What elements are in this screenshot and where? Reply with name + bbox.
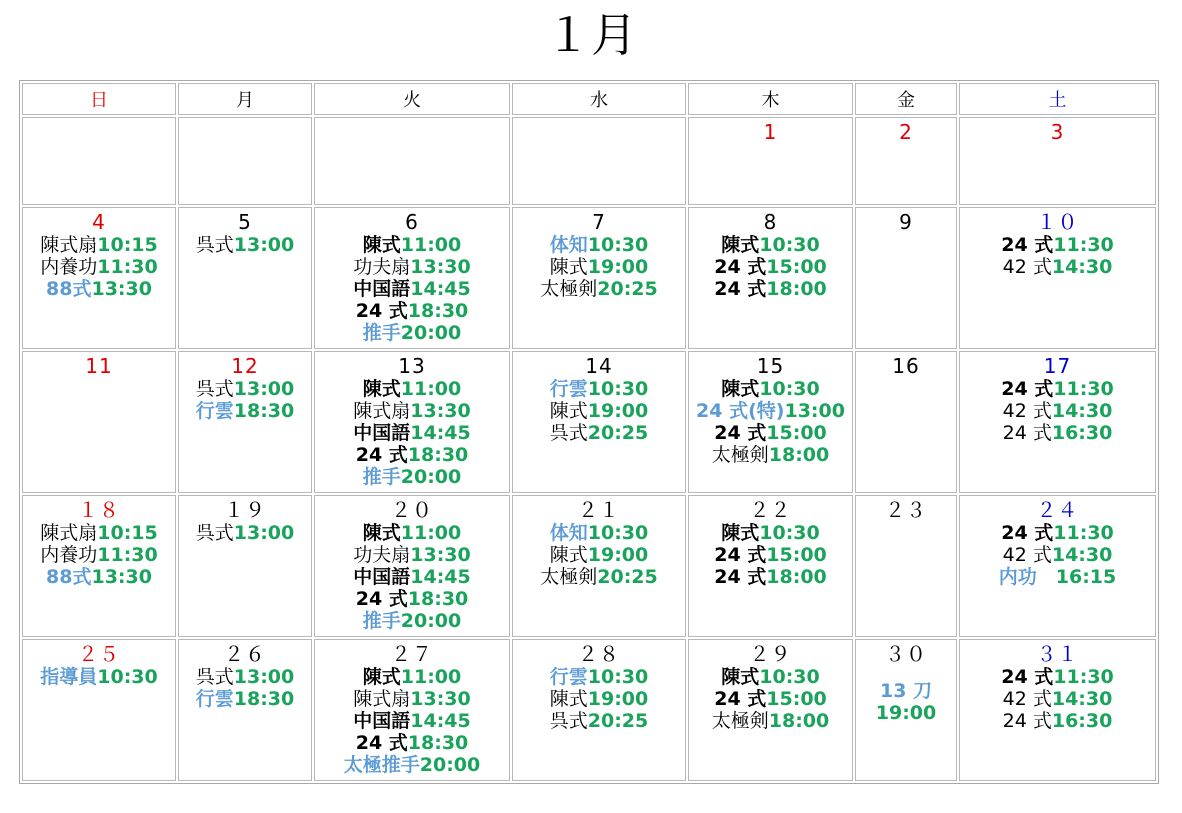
day-cell	[959, 495, 1156, 637]
event-entry	[315, 300, 509, 322]
event-time: 10:30	[759, 234, 820, 256]
event-entry	[179, 378, 311, 400]
event-entry	[23, 278, 175, 300]
week-row	[22, 495, 1156, 637]
event-entry	[513, 522, 685, 544]
day-number: 7	[592, 210, 606, 234]
day-cell	[22, 639, 176, 781]
event-name: 24 式	[1001, 378, 1054, 400]
event-name: 24 式	[714, 278, 767, 300]
event-name: 推手	[362, 322, 401, 344]
event-entry	[689, 666, 852, 688]
event-entry	[689, 688, 852, 710]
event-name: 24 式	[355, 300, 408, 322]
event-entry	[315, 378, 509, 400]
day-cell	[512, 639, 686, 781]
event-name: 24 式	[714, 422, 767, 444]
event-name: 太極推手	[343, 754, 420, 776]
event-time: 11:30	[1053, 666, 1114, 688]
event-name: 行雲	[195, 688, 234, 710]
event-name: 陳式	[362, 234, 401, 256]
day-cell	[959, 117, 1156, 205]
event-time: 15:00	[766, 422, 827, 444]
event-entry	[960, 256, 1155, 278]
event-time: 20:25	[587, 710, 649, 732]
day-number: 9	[899, 210, 913, 234]
event-time: 11:30	[97, 544, 158, 566]
day-cell	[22, 495, 176, 637]
event-time: 18:00	[766, 566, 827, 588]
weekday-sun: 日	[22, 83, 176, 115]
weekday-thu: 木	[688, 83, 853, 115]
event-time: 20:00	[400, 610, 462, 632]
event-name: 24 式	[714, 256, 767, 278]
event-entry	[689, 256, 852, 278]
event-entry	[315, 610, 509, 632]
event-name: 24 式	[714, 544, 767, 566]
event-entry	[513, 566, 685, 588]
event-name: 功夫扇	[353, 544, 411, 566]
event-time: 20:00	[400, 322, 462, 344]
event-time: 10:30	[97, 666, 158, 688]
event-name: 24 式	[1001, 522, 1054, 544]
event-time: 19:00	[587, 400, 649, 422]
event-name: 呉式	[195, 666, 234, 688]
event-name: 陳式	[721, 666, 760, 688]
event-name: 24 式	[1002, 710, 1052, 732]
event-time: 14:45	[410, 278, 471, 300]
event-time: 20:25	[597, 278, 658, 300]
event-entry	[960, 522, 1155, 544]
event-time: 15:00	[766, 544, 827, 566]
event-entry	[960, 378, 1155, 400]
day-cell	[688, 207, 853, 349]
event-entry	[960, 234, 1155, 256]
event-entry	[315, 666, 509, 688]
month-title: １月	[545, 8, 637, 62]
event-entry	[513, 378, 685, 400]
event-entry	[179, 522, 311, 544]
event-time: 10:15	[97, 522, 158, 544]
event-entry	[689, 378, 852, 400]
event-time: 18:30	[233, 400, 295, 422]
day-cell	[178, 117, 312, 205]
day-number: ３０	[885, 642, 927, 666]
event-time: 11:00	[400, 378, 462, 400]
day-number: 5	[238, 210, 252, 234]
day-cell	[178, 351, 312, 493]
day-cell	[959, 639, 1156, 781]
day-cell	[314, 207, 510, 349]
event-name: 呉式	[195, 522, 234, 544]
event-entry	[23, 234, 175, 256]
day-number: 1	[763, 120, 778, 144]
event-time: 11:30	[1053, 378, 1114, 400]
event-entry	[315, 754, 509, 776]
event-time: 14:45	[410, 566, 471, 588]
event-entry	[689, 444, 852, 466]
event-name: 呉式	[549, 422, 588, 444]
event-name: 内養功	[40, 544, 98, 566]
event-name: 呉式	[195, 234, 234, 256]
event-entry	[23, 666, 175, 688]
event-name: 指導員	[40, 666, 98, 688]
event-entry	[513, 422, 685, 444]
event-entry	[315, 566, 509, 588]
event-time: 20:00	[400, 466, 462, 488]
weekday-fri: 金	[855, 83, 957, 115]
day-cell	[314, 117, 510, 205]
event-entry	[856, 680, 956, 724]
day-cell	[178, 207, 312, 349]
event-name: 行雲	[549, 378, 588, 400]
event-time: 13:30	[410, 400, 471, 422]
event-time: 15:00	[766, 256, 827, 278]
event-entry	[179, 666, 311, 688]
day-cell	[22, 117, 176, 205]
event-entry	[960, 710, 1155, 732]
event-name: 中国語	[353, 566, 411, 588]
weekday-sat: 土	[959, 83, 1156, 115]
day-cell	[688, 117, 853, 205]
event-name: 陳式扇	[353, 400, 411, 422]
event-name: 太極剣	[711, 444, 769, 466]
day-cell	[855, 117, 957, 205]
event-time: 19:00	[587, 544, 649, 566]
event-name: 太極剣	[540, 566, 598, 588]
day-cell	[512, 495, 686, 637]
event-name: 陳式扇	[40, 522, 98, 544]
event-time: 18:30	[407, 588, 469, 610]
event-time: 14:30	[1051, 400, 1113, 422]
day-number: ２１	[578, 498, 620, 522]
event-time: 14:30	[1051, 688, 1113, 710]
event-name: 陳式	[362, 666, 401, 688]
day-cell	[314, 495, 510, 637]
day-number: 6	[405, 210, 419, 234]
day-cell	[959, 207, 1156, 349]
event-name: 陳式	[721, 234, 760, 256]
day-number: ２５	[78, 642, 120, 666]
event-time: 10:15	[97, 234, 158, 256]
event-entry	[513, 278, 685, 300]
event-name: 陳式	[362, 378, 401, 400]
day-cell	[855, 351, 957, 493]
day-number: 12	[231, 354, 259, 378]
event-name: 24 式	[355, 588, 408, 610]
event-name: 陳式扇	[353, 688, 411, 710]
day-cell	[855, 639, 957, 781]
event-name: 24 式	[1001, 234, 1054, 256]
event-name: 陳式	[549, 544, 588, 566]
day-number: ２７	[391, 642, 433, 666]
event-time: 16:30	[1051, 710, 1113, 732]
event-time: 14:30	[1051, 256, 1113, 278]
week-row	[22, 117, 1156, 205]
event-entry	[513, 400, 685, 422]
event-name: 88式	[46, 278, 92, 300]
day-number: 8	[763, 210, 778, 234]
event-name: 陳式	[549, 688, 588, 710]
day-number: ２３	[885, 498, 927, 522]
day-number: ３１	[1036, 642, 1079, 666]
event-name: 陳式	[549, 256, 588, 278]
event-entry	[179, 400, 311, 422]
event-entry	[513, 544, 685, 566]
event-time: 14:45	[410, 710, 471, 732]
event-time: 10:30	[759, 522, 820, 544]
event-name: 推手	[362, 610, 401, 632]
event-entry	[315, 522, 509, 544]
event-name: 24 式	[714, 566, 767, 588]
event-entry	[315, 466, 509, 488]
day-number: １８	[78, 498, 120, 522]
event-time: 14:30	[1051, 544, 1113, 566]
event-entry	[513, 234, 685, 256]
event-entry	[960, 544, 1155, 566]
day-cell	[314, 351, 510, 493]
event-entry	[23, 522, 175, 544]
day-cell	[688, 639, 853, 781]
event-name: 推手	[362, 466, 401, 488]
event-name: 42 式	[1002, 400, 1052, 422]
day-cell	[688, 351, 853, 493]
event-name: 中国語	[353, 422, 411, 444]
event-entry	[23, 566, 175, 588]
day-number: 17	[1043, 354, 1072, 378]
event-entry	[315, 544, 509, 566]
day-number: 11	[85, 354, 113, 378]
event-name: 太極剣	[540, 278, 598, 300]
event-time: 13:00	[233, 666, 295, 688]
week-row	[22, 639, 1156, 781]
event-time: 14:45	[410, 422, 471, 444]
event-name: 24 式	[1002, 422, 1052, 444]
day-number: ２２	[749, 498, 792, 522]
event-time: 18:00	[766, 278, 827, 300]
event-name: 24 式	[1001, 666, 1054, 688]
event-entry	[315, 444, 509, 466]
event-name: 24 式	[355, 444, 408, 466]
event-time: 16:30	[1051, 422, 1113, 444]
day-cell	[855, 495, 957, 637]
event-time: 13:30	[91, 278, 152, 300]
event-time: 16:15	[1055, 566, 1117, 588]
day-cell	[855, 207, 957, 349]
event-time: 10:30	[759, 666, 820, 688]
day-number: 2	[899, 120, 913, 144]
weekday-tue: 火	[314, 83, 510, 115]
event-time: 11:00	[400, 234, 462, 256]
event-time: 10:30	[587, 666, 649, 688]
event-entry	[179, 688, 311, 710]
event-entry	[315, 732, 509, 754]
event-entry	[23, 544, 175, 566]
event-entry	[960, 566, 1155, 588]
event-entry	[513, 688, 685, 710]
weekday-wed: 水	[512, 83, 686, 115]
event-name: 太極剣	[711, 710, 769, 732]
event-time: 13:30	[91, 566, 152, 588]
event-time: 11:30	[1053, 522, 1114, 544]
day-cell	[178, 495, 312, 637]
day-number: 4	[92, 210, 106, 234]
day-number: ２４	[1036, 498, 1079, 522]
event-name: 88式	[46, 566, 92, 588]
event-entry	[689, 710, 852, 732]
event-name: 24 式(特)	[696, 400, 785, 422]
event-time: 18:00	[768, 710, 830, 732]
day-cell	[314, 639, 510, 781]
event-time: 13:00	[233, 234, 295, 256]
event-name: 陳式	[362, 522, 401, 544]
event-time: 13:00	[233, 378, 295, 400]
event-time: 15:00	[766, 688, 827, 710]
event-name: 42 式	[1002, 544, 1052, 566]
day-number: 13	[398, 354, 426, 378]
event-name: 中国語	[353, 710, 411, 732]
weekday-header-row	[22, 83, 1156, 115]
day-number: ２９	[749, 642, 792, 666]
day-number: 15	[756, 354, 785, 378]
day-cell	[959, 351, 1156, 493]
day-number: ２８	[578, 642, 620, 666]
day-number: １９	[224, 498, 266, 522]
day-number: ２０	[391, 498, 433, 522]
event-time: 10:30	[587, 522, 649, 544]
event-time: 13:00	[233, 522, 295, 544]
event-time: 20:25	[587, 422, 649, 444]
event-name: 体知	[549, 234, 588, 256]
event-name: 陳式扇	[40, 234, 98, 256]
event-time: 11:30	[1053, 234, 1114, 256]
event-name: 42 式	[1002, 256, 1052, 278]
event-entry	[315, 322, 509, 344]
event-name: 体知	[549, 522, 588, 544]
event-name: 陳式	[549, 400, 588, 422]
event-time: 18:30	[407, 732, 469, 754]
day-cell	[512, 351, 686, 493]
event-time: 20:00	[419, 754, 481, 776]
day-cell	[22, 207, 176, 349]
calendar-table	[19, 80, 1159, 784]
event-name: 呉式	[195, 378, 234, 400]
event-entry	[315, 256, 509, 278]
event-entry	[960, 666, 1155, 688]
event-name: 陳式	[721, 378, 760, 400]
event-time: 13:30	[410, 544, 471, 566]
event-entry	[315, 400, 509, 422]
event-entry	[689, 544, 852, 566]
weekday-mon: 月	[178, 83, 312, 115]
event-time: 13:30	[410, 256, 471, 278]
event-name: 功夫扇	[353, 256, 411, 278]
event-name: 13 刀	[879, 680, 933, 702]
event-entry	[689, 234, 852, 256]
week-row	[22, 207, 1156, 349]
event-time: 19:00	[875, 702, 937, 724]
event-entry	[689, 522, 852, 544]
event-time: 11:00	[400, 522, 462, 544]
event-entry	[689, 566, 852, 588]
day-cell	[512, 117, 686, 205]
event-entry	[513, 666, 685, 688]
event-name: 24 式	[355, 732, 408, 754]
event-name: 中国語	[353, 278, 411, 300]
event-time: 11:00	[400, 666, 462, 688]
day-cell	[22, 351, 176, 493]
event-entry	[960, 422, 1155, 444]
event-entry	[960, 400, 1155, 422]
event-time: 18:00	[768, 444, 830, 466]
event-entry	[689, 278, 852, 300]
day-cell	[688, 495, 853, 637]
event-entry	[23, 256, 175, 278]
event-name: 行雲	[195, 400, 234, 422]
event-entry	[960, 688, 1155, 710]
event-entry	[315, 234, 509, 256]
week-row	[22, 351, 1156, 493]
event-time: 18:30	[407, 444, 469, 466]
event-time: 13:00	[784, 400, 845, 422]
event-entry	[513, 710, 685, 732]
event-entry	[315, 422, 509, 444]
event-name: 行雲	[549, 666, 588, 688]
event-time: 10:30	[587, 234, 649, 256]
event-name: 内功	[998, 566, 1037, 588]
event-time: 13:30	[410, 688, 471, 710]
event-name: 陳式	[721, 522, 760, 544]
event-time: 10:30	[759, 378, 820, 400]
event-entry	[513, 256, 685, 278]
event-time: 18:30	[407, 300, 469, 322]
event-time: 19:00	[587, 256, 649, 278]
event-name: 内養功	[40, 256, 98, 278]
event-time: 20:25	[597, 566, 658, 588]
event-entry	[315, 688, 509, 710]
event-name: 24 式	[714, 688, 767, 710]
event-time: 11:30	[97, 256, 158, 278]
event-entry	[689, 422, 852, 444]
event-entry	[315, 588, 509, 610]
event-time: 10:30	[587, 378, 649, 400]
day-number: 3	[1050, 120, 1065, 144]
day-number: ２６	[224, 642, 266, 666]
event-name: 呉式	[549, 710, 588, 732]
event-entry	[315, 278, 509, 300]
event-time: 19:00	[587, 688, 649, 710]
day-number: 16	[892, 354, 920, 378]
event-entry	[689, 400, 852, 422]
event-entry	[179, 234, 311, 256]
day-cell	[512, 207, 686, 349]
day-cell	[178, 639, 312, 781]
event-name: 42 式	[1002, 688, 1052, 710]
event-entry	[315, 710, 509, 732]
day-number: １０	[1036, 210, 1079, 234]
day-number: 14	[585, 354, 613, 378]
event-time: 18:30	[233, 688, 295, 710]
